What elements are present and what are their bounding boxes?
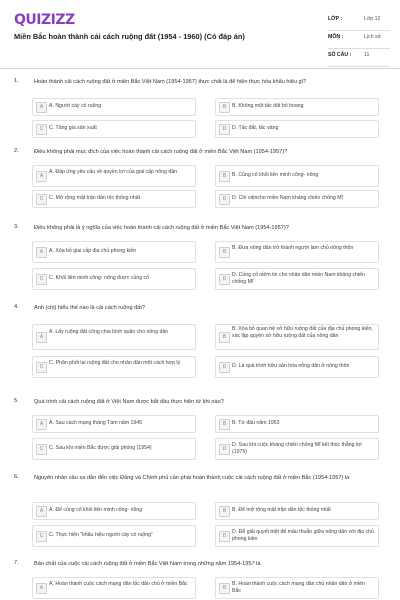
- option-letter: A: [36, 506, 47, 517]
- meta-value: Lịch sử: [364, 34, 382, 40]
- option-text: D. Sau khi cuộc kháng chiến chống Mĩ kết thúc thắng lợi (1975): [232, 442, 362, 455]
- option-d[interactable]: [215, 438, 379, 460]
- option-text: A. Để củng cố khối liên minh công- nông: [49, 507, 143, 513]
- option-text: A. Lấy ruộng đất công chia bình quân cho nông dân: [49, 329, 169, 335]
- question-number: 2.: [14, 148, 19, 154]
- option-text: C. Sau khi miền Bắc được giải phóng (1954): [49, 445, 152, 451]
- question-text: Hoàn thành cải cách ruộng đất ở miền Bắc Việt Nam (1954-1957) thực chất là để hiện thực hóa khẩu hiệu gì?: [34, 79, 307, 85]
- option-letter: A: [36, 419, 47, 430]
- meta-label: SỐ CÂU :: [328, 52, 352, 58]
- meta-label: LỚP :: [328, 16, 343, 22]
- option-text: C. Khối liên minh công- nông được củng cố: [49, 275, 150, 281]
- question-text: Quá trình cải cách ruộng đất ở Việt Nam được bắt đầu thực hiện từ khi nào?: [34, 399, 224, 405]
- option-text: B. Xóa bỏ quan hệ sở hữu ruộng đất của địa chủ phong kiến, xác lập quyền sở hữu ruộng đất của nông dân: [232, 326, 373, 339]
- option-b[interactable]: [215, 324, 379, 350]
- meta-value: 11: [364, 52, 370, 58]
- option-a[interactable]: [32, 241, 196, 263]
- option-letter: C: [36, 124, 47, 135]
- meta-row-subject: [328, 31, 390, 49]
- option-c[interactable]: [32, 525, 196, 547]
- option-b[interactable]: [215, 165, 379, 187]
- question-text: Điều không phải mục đích của việc hoàn thành cải cách ruộng đất ở miền Bắc Việt Nam (1954-1957)?: [34, 149, 288, 155]
- question-text: Nguyên nhân sâu xa dẫn đến việc Đảng và Chính phủ cần phải hoàn thành cuộc cải cách ruộng đất ở miền Bắc (1954-1957) là: [34, 475, 350, 481]
- option-letter: D: [219, 444, 230, 455]
- option-letter: D: [219, 531, 230, 542]
- option-b[interactable]: [215, 502, 379, 520]
- question-text: Bản chất của cuộc cải cách ruộng đất ở miền Bắc Việt Nam trong những năm 1954-1957 là: [34, 561, 261, 567]
- option-letter: B: [219, 171, 230, 182]
- option-letter: A: [36, 332, 47, 343]
- option-letter: B: [219, 247, 230, 258]
- option-b[interactable]: [215, 98, 379, 116]
- option-a[interactable]: [32, 502, 196, 520]
- option-letter: D: [219, 362, 230, 373]
- option-b[interactable]: [215, 415, 379, 433]
- option-letter: C: [36, 274, 47, 285]
- option-text: B. Để mở rộng mặt trận dân tộc thống nhất: [232, 507, 331, 513]
- option-text: D. Là quá trình hữu sản hóa nông dân ở nông thôn: [232, 363, 350, 369]
- option-a[interactable]: [32, 165, 196, 187]
- option-d[interactable]: [215, 190, 379, 208]
- option-text: B. Hoàn thành cuộc cách mạng dân chủ nhân dân ở miền Bắc: [232, 581, 365, 594]
- option-letter: B: [219, 583, 230, 594]
- option-letter: C: [36, 194, 47, 205]
- header-divider: [0, 68, 400, 69]
- page-title: Miền Bắc hoàn thành cải cách ruộng đất (1954 - 1960) (Có đáp án): [14, 32, 245, 41]
- question-text: Điều không phải là ý nghĩa của việc hoàn thành cải cách ruộng đất ở miền Bắc Việt Nam (1954-1957)?: [34, 225, 289, 231]
- option-text: C. Mở rộng mặt trận dân tộc thống nhất: [49, 195, 141, 201]
- option-text: B. Từ đầu năm 1953: [232, 420, 280, 426]
- option-letter: A: [36, 247, 47, 258]
- option-d[interactable]: [215, 120, 379, 138]
- option-letter: B: [219, 419, 230, 430]
- meta-row-count: [328, 49, 390, 67]
- question-text: Anh (chị) hiểu thế nào là cải cách ruộng đất?: [34, 305, 146, 311]
- option-text: A. Xóa bỏ giai cấp địa chủ phong kiến: [49, 248, 137, 254]
- question-number: 6.: [14, 474, 19, 480]
- option-letter: D: [219, 274, 230, 285]
- option-text: A. Người cày có ruộng: [49, 103, 102, 109]
- question-number: 1.: [14, 78, 19, 84]
- option-letter: A: [36, 171, 47, 182]
- meta-row-grade: [328, 13, 390, 31]
- option-letter: A: [36, 583, 47, 594]
- option-text: A. Sau cách mạng tháng Tám năm 1945: [49, 420, 143, 426]
- option-a[interactable]: [32, 324, 196, 350]
- option-text: D. Chi việncho miền Nam kháng chiến chống Mĩ: [232, 195, 344, 201]
- option-c[interactable]: [32, 356, 196, 378]
- option-text: C. Tăng gia sản xuất: [49, 125, 97, 131]
- option-letter: B: [219, 506, 230, 517]
- option-text: A. Đáp ứng yêu cầu về quyền lợi của giai cấp nông dân: [49, 169, 178, 175]
- option-d[interactable]: [215, 356, 379, 378]
- option-letter: B: [219, 102, 230, 113]
- option-b[interactable]: [215, 241, 379, 263]
- option-letter: D: [219, 194, 230, 205]
- option-d[interactable]: [215, 268, 379, 290]
- meta-table: [328, 13, 390, 67]
- option-text: B. Củng cố khối liên minh công- nông: [232, 172, 319, 178]
- option-text: C. Phân phối lại ruộng đất cho nhân dân một cách hợp lý: [49, 360, 181, 366]
- option-a[interactable]: [32, 577, 196, 599]
- question-number: 3.: [14, 224, 19, 230]
- worksheet-header: [0, 0, 400, 68]
- option-c[interactable]: [32, 268, 196, 290]
- option-c[interactable]: [32, 438, 196, 460]
- option-d[interactable]: [215, 525, 379, 547]
- option-a[interactable]: [32, 98, 196, 116]
- option-b[interactable]: [215, 577, 379, 599]
- option-a[interactable]: [32, 415, 196, 433]
- question-number: 5.: [14, 398, 19, 404]
- option-letter: C: [36, 444, 47, 455]
- meta-label: MÔN :: [328, 34, 344, 40]
- option-letter: D: [219, 124, 230, 135]
- option-text: B. Đưa nông dân trở thành người làm chủ nông thôn: [232, 245, 354, 251]
- option-text: D. Tấc đất, tấc vàng: [232, 125, 279, 131]
- quizizz-logo[interactable]: QUIZIZZ: [14, 12, 75, 28]
- option-letter: C: [36, 531, 47, 542]
- option-letter: C: [36, 362, 47, 373]
- option-c[interactable]: [32, 120, 196, 138]
- option-text: D. Để giải quyết triệt để mâu thuẫn giữa nông dân với địa chủ phong kiến: [232, 529, 374, 542]
- question-number: 7.: [14, 560, 19, 566]
- question-number: 4.: [14, 304, 19, 310]
- option-text: C. Thực hiện "khẩu hiệu người cày có ruộng": [49, 532, 153, 538]
- option-text: A. Hoàn thành cuộc cách mạng dân tộc dân chủ ở miền Bắc: [49, 581, 188, 587]
- option-c[interactable]: [32, 190, 196, 208]
- option-letter: A: [36, 102, 47, 113]
- meta-value: Lớp 12: [364, 16, 381, 22]
- option-letter: B: [219, 332, 230, 343]
- option-text: D. Củng cố niềm tin cho nhân dân miền Nam kháng chiến chống Mĩ: [232, 272, 365, 285]
- option-text: B. Không một tấc đất bỏ hoang: [232, 103, 304, 109]
